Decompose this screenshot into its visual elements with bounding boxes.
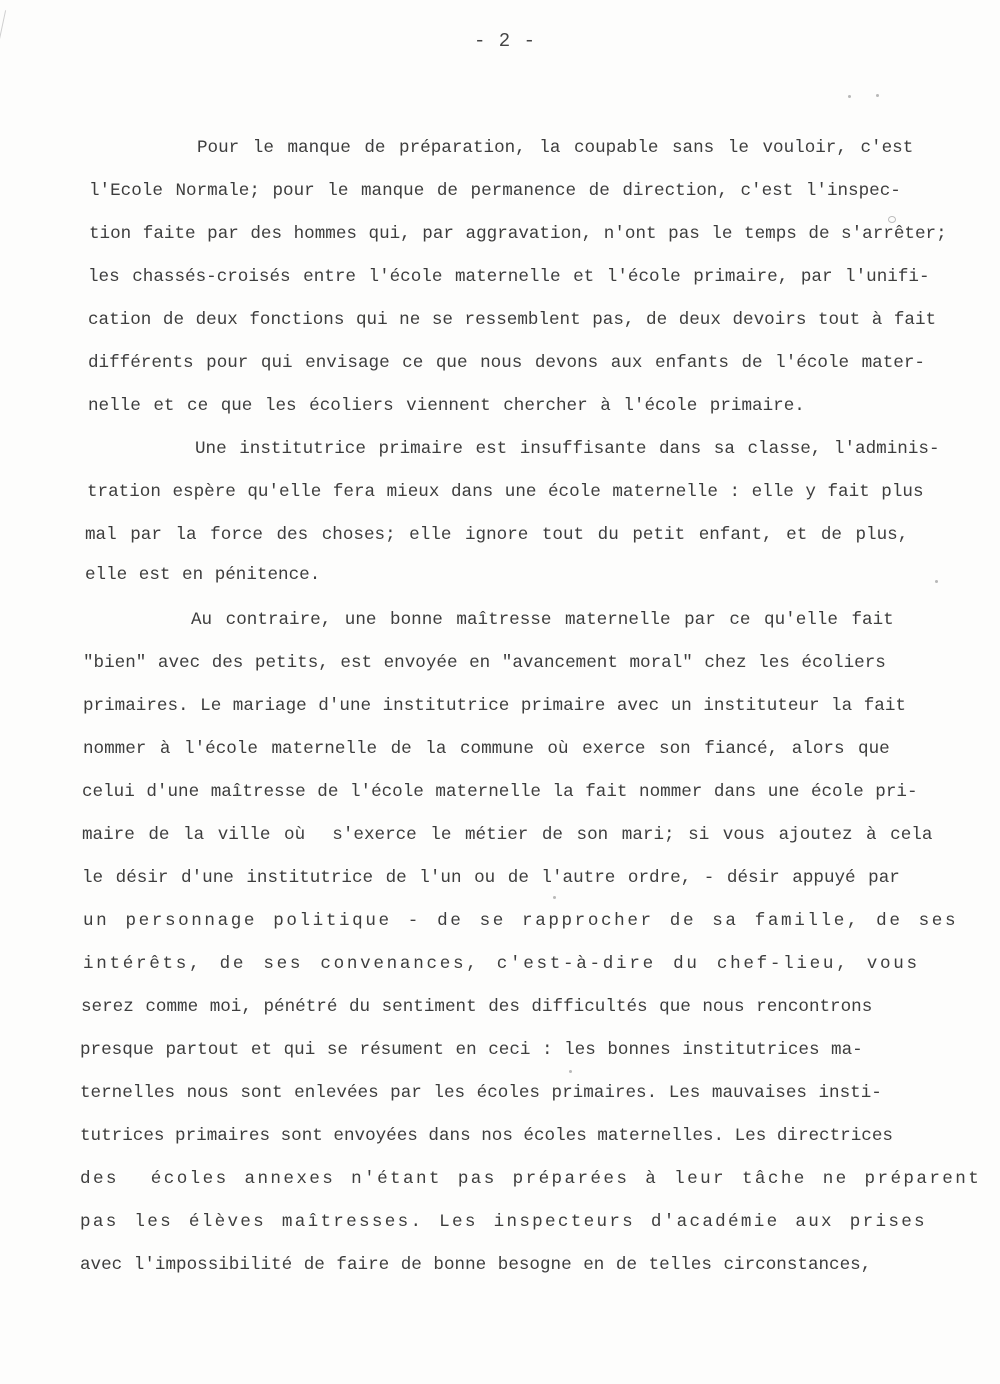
text-line: nelle et ce que les écoliers viennent chercher à l'école primaire. [88,396,805,416]
text-line: celui d'une maîtresse de l'école maternelle la fait nommer dans une école pri- [82,782,918,802]
text-line: cation de deux fonctions qui ne se ressemblent pas, de deux devoirs tout à fait [88,310,937,330]
text-line: les chassés-croisés entre l'école maternelle et l'école primaire, par l'unifi- [88,267,930,287]
text-line: primaires. Le mariage d'une institutrice primaire avec un instituteur la fait [83,696,906,716]
stray-ink-mark [848,95,851,98]
stray-ink-mark [935,580,938,583]
text-line: elle est en pénitence. [85,565,321,585]
text-line: avec l'impossibilité de faire de bonne besogne en de telles circonstances, [80,1255,872,1275]
text-line: différents pour qui envisage ce que nous devons aux enfants de l'école mater- [88,353,925,373]
text-line: mal par la force des choses; elle ignore tout du petit enfant, et de plus, [85,525,909,545]
text-line: Pour le manque de préparation, la coupable sans le vouloir, c'est [197,138,914,158]
text-line: le désir d'une institutrice de l'un ou de l'autre ordre, - désir appuyé par [82,868,900,888]
stray-ink-mark [569,1070,572,1073]
text-line: serez comme moi, pénétré du sentiment des difficultés que nous rencontrons [81,997,873,1017]
text-line: Au contraire, une bonne maîtresse maternelle par ce qu'elle fait [191,610,894,630]
stray-ink-mark [876,94,879,97]
text-line: pas les élèves maîtresses. Les inspecteurs d'académie aux prises [80,1212,927,1232]
text-line: intérêts, de ses convenances, c'est-à-dire du chef-lieu, vous [83,954,920,974]
stray-ink-mark [888,216,896,223]
text-line: l'Ecole Normale; pour le manque de permanence de direction, c'est l'inspec- [89,181,901,201]
text-line: ternelles nous sont enlevées par les écoles primaires. Les mauvaises insti- [80,1083,882,1103]
text-line: Une institutrice primaire est insuffisante dans sa classe, l'adminis- [195,439,940,459]
text-line: un personnage politique - de se rapprocher de sa famille, de ses [83,911,959,931]
page-number: - 2 - [473,30,536,52]
text-line: des écoles annexes n'étant pas préparées à leur tâche ne préparent [80,1169,982,1189]
stray-ink-mark [553,896,556,899]
text-line: "bien" avec des petits, est envoyée en "avancement moral" chez les écoliers [83,653,886,673]
text-line: tion faite par des hommes qui, par aggravation, n'ont pas le temps de s'arrêter; [89,224,947,244]
text-line: presque partout et qui se résument en ceci : les bonnes institutrices ma- [80,1040,863,1060]
text-line: tutrices primaires sont envoyées dans nos écoles maternelles. Les directrices [80,1126,893,1146]
text-line: maire de la ville où s'exerce le métier de son mari; si vous ajoutez à cela [82,825,933,845]
text-line: tration espère qu'elle fera mieux dans une école maternelle : elle y fait plus [87,482,924,502]
text-line: nommer à l'école maternelle de la commune où exerce son fiancé, alors que [83,739,890,759]
